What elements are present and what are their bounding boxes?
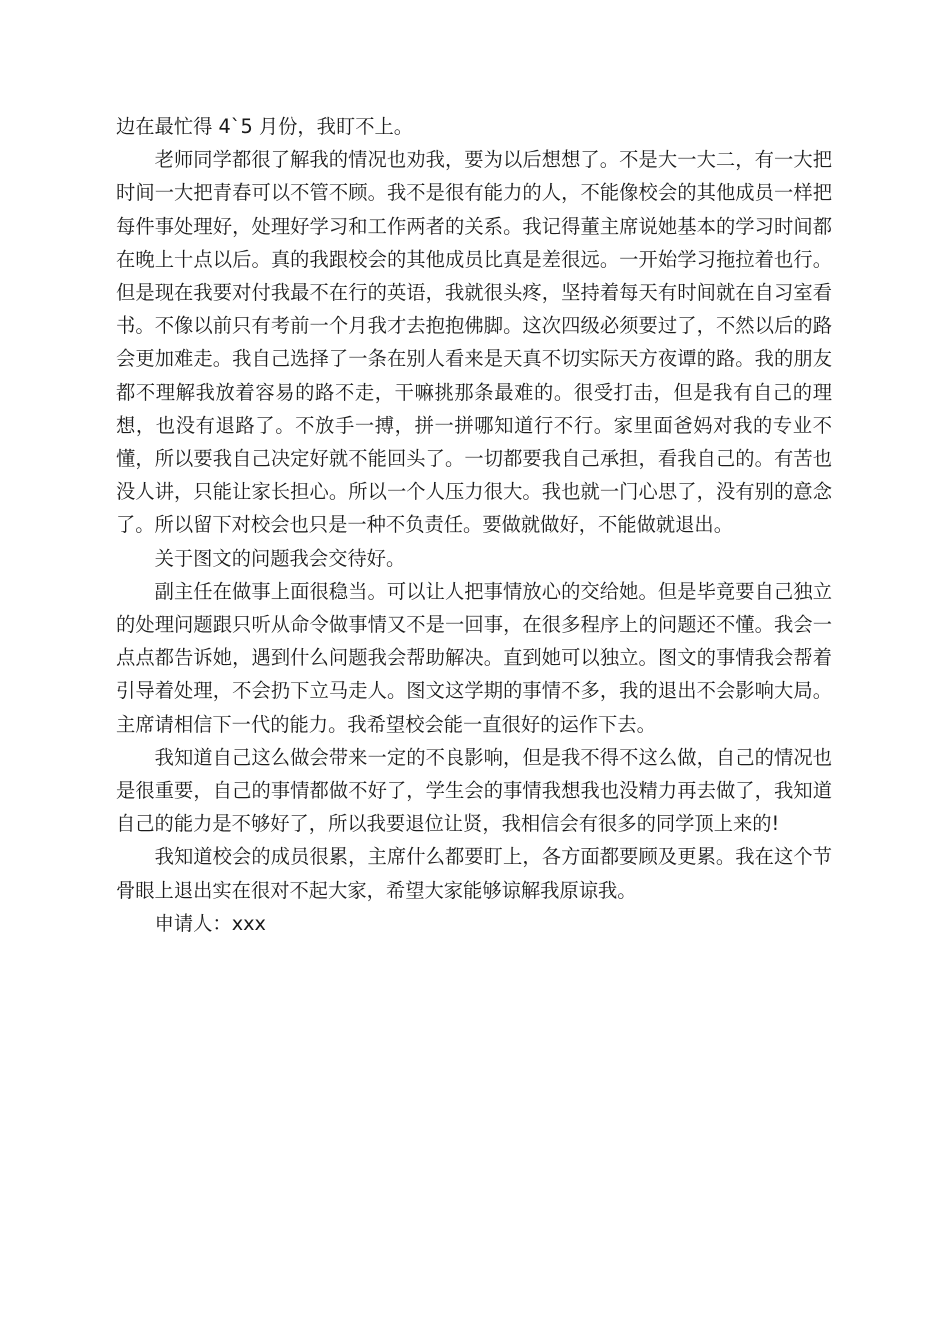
paragraph-apology: 我知道校会的成员很累，主席什么都要盯上，各方面都要顾及更累。我在这个节骨眼上退出实在很对不起大家，希望大家能够谅解我原谅我。 [116, 845, 832, 902]
paragraph-reasons: 老师同学都很了解我的情况也劝我，要为以后想想了。不是大一大二，有一大把时间一大把青春可以不管不顾。我不是很有能力的人，不能像校会的其他成员一样把每件事处理好，处理好学习和工作两者的关系。我记得董主席说她基本的学习时间都在晚上十点以后。真的我跟校会的其他成员比真是差很远。一开始学习拖拉着也行。但是现在我要对付我最不在行的英语，我就很头疼，坚持着每天有时间就在自习室看书。不像以前只有考前一个月我才去抱抱佛脚。这次四级必须要过了，不然以后的路会更加难走。我自己选择了一条在别人看来是天真不切实际天方夜谭的路。我的朋友都不理解我放着容易的路不走，干嘛挑那条最难的。很受打击，但是我有自己的理想，也没有退路了。不放手一搏，拼一拼哪知道行不行。家里面爸妈对我的专业不懂，所以要我自己决定好就不能回头了。一切都要我自己承担，看我自己的。有苦也没人讲，只能让家长担心。所以一个人压力很大。我也就一门心思了，没有别的意念了。所以留下对校会也只是一种不负责任。要做就做好，不能做就退出。 [116, 148, 832, 537]
document-page [116, 110, 832, 940]
paragraph-continuation: 边在最忙得 4`5 月份，我盯不上。 [116, 115, 414, 138]
paragraph-handover: 关于图文的问题我会交待好。 [154, 546, 406, 570]
paragraph-impact: 我知道自己这么做会带来一定的不良影响，但是我不得不这么做，自己的情况也是很重要，自己的事情都做不好了，学生会的事情我想我也没精力再去做了，我知道自己的能力是不够好了，所以我要退位让贤，我相信会有很多的同学顶上来的! [116, 745, 832, 836]
paragraph-deputy: 副主任在做事上面很稳当。可以让人把事情放心的交给她。但是毕竟要自己独立的处理问题跟只听从命令做事情又不是一回事，在很多程序上的问题还不懂。我会一点点都告诉她，遇到什么问题我会帮助解决。直到她可以独立。图文的事情我会帮着引导着处理，不会扔下立马走人。图文这学期的事情不多，我的退出不会影响大局。主席请相信下一代的能力。我希望校会能一直很好的运作下去。 [116, 579, 832, 736]
applicant-signature: 申请人：xxx [154, 911, 266, 935]
